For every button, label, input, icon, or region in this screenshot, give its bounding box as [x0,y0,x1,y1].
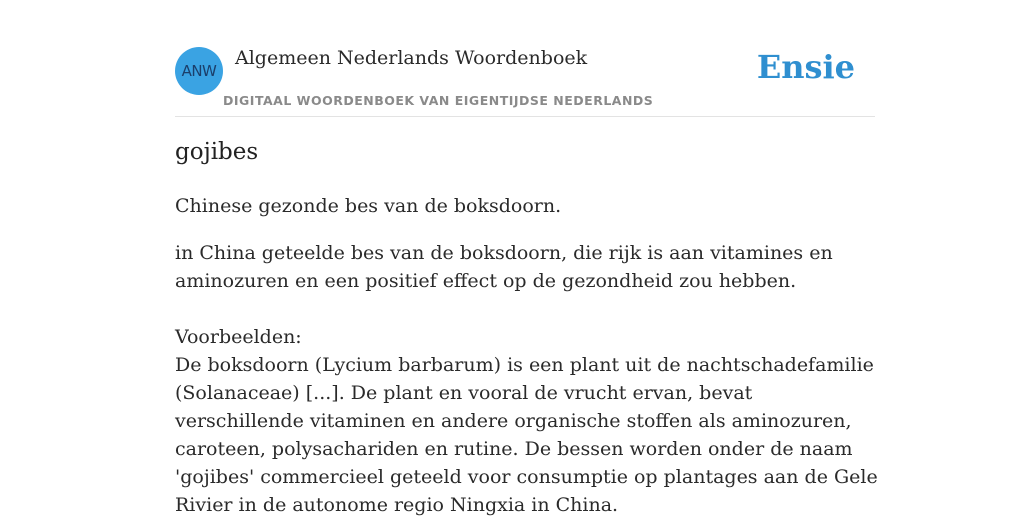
site-subtitle: DIGITAAL WOORDENBOEK VAN EIGENTIJDSE NEDERLANDS [223,93,654,108]
example-text: De boksdoorn (Lycium barbarum) is een plant uit de nachtschadefamilie (Solanaceae) [...]. De plant en vooral de vrucht ervan, bevat verschillende vitaminen en andere organische stoffen als aminozuren, caroteen, polysachariden en rutine. De bessen worden onder de naam 'gojibes' commercieel geteeld voor consumptie op plantages aan de Gele Rivier in de autonome regio Ningxia in China. [175,354,878,516]
spacer [175,295,880,323]
short-definition: Chinese gezonde bes van de boksdoorn. [175,195,562,217]
ensie-brand-link[interactable]: Ensie [756,48,855,86]
definition: in China geteelde bes van de boksdoorn, die rijk is aan vitamines en aminozuren en een positief effect op de gezondheid zou hebben. [175,242,833,292]
entry-term: gojibes [175,139,259,165]
examples-label: Voorbeelden: [175,326,302,348]
entry-content [175,192,880,519]
site-title[interactable]: Algemeen Nederlands Woordenboek [235,47,588,69]
anw-logo[interactable]: ANW [175,47,223,95]
site-header [175,46,875,117]
